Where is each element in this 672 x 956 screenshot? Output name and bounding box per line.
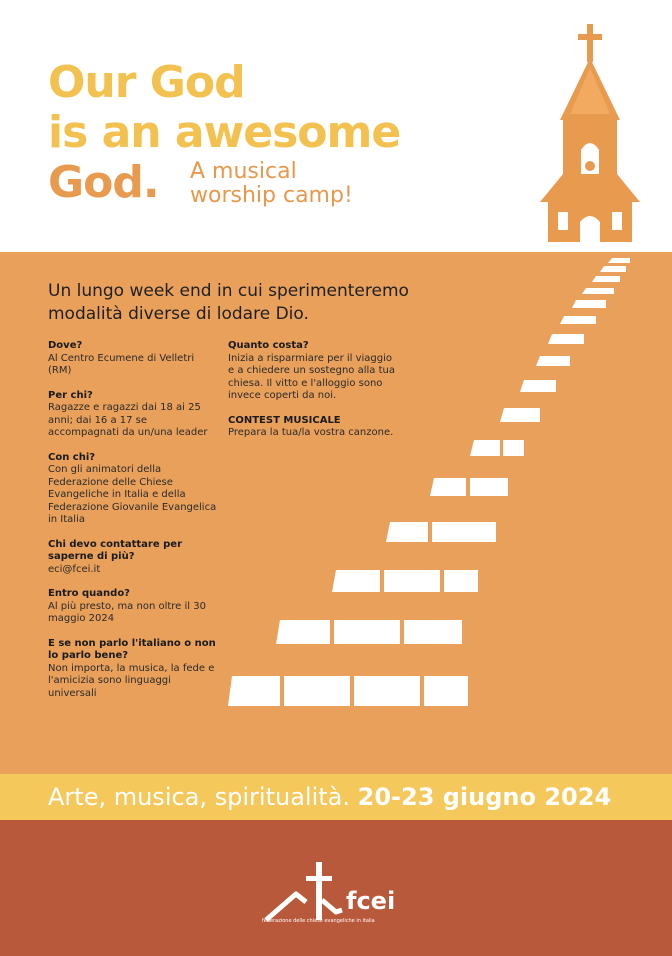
info-answer: Inizia a risparmiare per il viaggio e a chiedere un sostegno alla tua chiesa. Il vitto e l'alloggio sono invece coperti da noi. [228, 352, 395, 401]
info-column-right [228, 340, 398, 452]
info-item-for-whom [48, 390, 218, 440]
tagline [48, 783, 611, 811]
info-item-language [48, 638, 218, 701]
main-section [0, 252, 672, 774]
contact-email: eci@fcei.it [48, 563, 101, 575]
info-item-contest [228, 415, 398, 440]
info-item-where [48, 340, 218, 378]
poster-header [0, 0, 672, 252]
info-answer: Ragazze e ragazzi dai 18 ai 25 anni; dai 16 a 17 se accompagnati da un/una leader [48, 402, 208, 438]
info-column-left [48, 340, 218, 712]
info-question: Con chi? [48, 451, 96, 463]
tagline-text: Arte, musica, spiritualità. [48, 783, 350, 811]
info-question: CONTEST MUSICALE [228, 414, 341, 426]
info-question: Dove? [48, 340, 83, 351]
info-item-deadline [48, 588, 218, 626]
fcei-logo-icon [262, 860, 422, 940]
tagline-strip [0, 774, 672, 820]
info-question: Chi devo contattare per saperne di più? [48, 538, 182, 562]
title-line-2: is an awesome [48, 107, 401, 158]
info-question: Per chi? [48, 389, 93, 401]
info-answer: Al Centro Ecumene di Velletri (RM) [48, 352, 195, 376]
fcei-logo-subtext: federazione delle chiese evangeliche in italia [262, 918, 375, 924]
info-answer: Non importa, la musica, la fede e l'amicizia sono linguaggi universali [48, 662, 215, 699]
title-line-3: God. [48, 157, 159, 208]
info-question: Entro quando? [48, 588, 130, 599]
info-question: Quanto costa? [228, 340, 309, 351]
info-answer: Con gli animatori della Federazione delle Chiese Evangeliche in Italia e della Federazione Giovanile Evangelica in Italia [48, 464, 217, 525]
info-answer: Prepara la tua/la vostra canzone. [228, 427, 394, 438]
subtitle-line-2: worship camp! [190, 183, 353, 208]
info-item-cost [228, 340, 398, 403]
church-icon [530, 24, 648, 244]
info-item-contact [48, 539, 218, 577]
info-item-with-whom [48, 452, 218, 527]
poster-subtitle [190, 160, 353, 208]
event-dates: 20-23 giugno 2024 [357, 783, 612, 811]
lead-text: Un lungo week end in cui sperimenteremo modalità diverse di lodare Dio. [48, 281, 409, 324]
info-answer: Al più presto, ma non oltre il 30 maggio 2024 [48, 600, 206, 624]
subtitle-line-1: A musical [190, 159, 297, 184]
info-question: E se non parlo l'italiano o non lo parlo bene? [48, 637, 216, 661]
fcei-logo-text: fcei [346, 887, 396, 915]
title-line-1: Our God [48, 57, 245, 108]
poster-footer [0, 820, 672, 956]
